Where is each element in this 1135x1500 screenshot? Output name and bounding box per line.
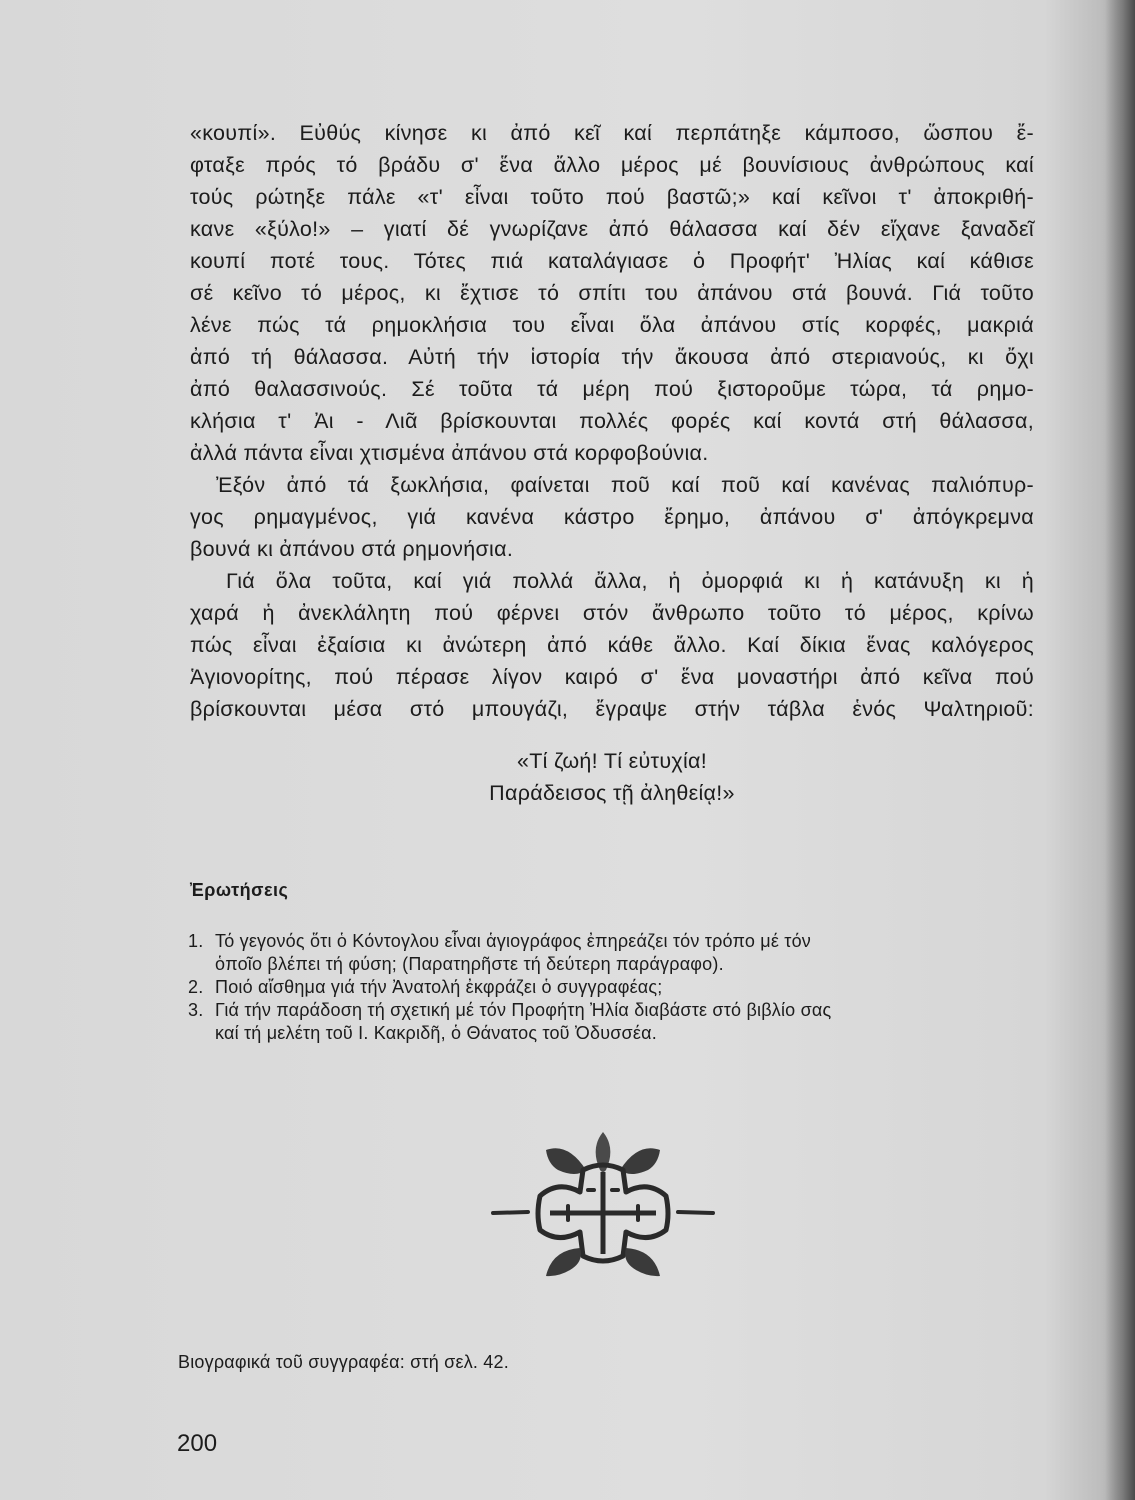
questions-list [188, 930, 1038, 1045]
verse-line: Παράδεισος τῇ ἀληθείᾳ!» [489, 781, 735, 805]
text-line: Ἐξόν ἀπό τά ξωκλήσια, φαίνεται ποῦ καί ποῦ καί κανένας παλιόπυρ- [216, 473, 1034, 497]
question-number: 1. [188, 931, 204, 951]
paragraph-3 [190, 565, 1034, 725]
text-line: ἀλλά πάντα εἶναι χτισμένα ἀπάνου στά κορφοβούνια. [190, 441, 709, 465]
question-line: ὁποῖο βλέπει τή φύση; (Παρατηρῆστε τή δεύτερη παράγραφο). [215, 954, 724, 974]
text-line: Γιά ὅλα τοῦτα, καί γιά πολλά ἄλλα, ἡ ὀμορφιά κι ἡ κατάνυξη κι ἡ [226, 569, 1034, 593]
text-line: γος ρημαγμένος, γιά κανένα κάστρο ἔρημο, ἀπάνου σ' ἀπόγκρεμνα [190, 505, 1034, 529]
text-line: τούς ρώτηξε πάλε «τ' εἶναι τοῦτο πού βαστῶ;» καί κεῖνοι τ' ἀποκριθή- [190, 185, 1034, 209]
text-line: ἀπό θαλασσινούς. Σέ τοῦτα τά μέρη πού ξιστοροῦμε τώρα, τά ρημο- [190, 377, 1034, 401]
text-line: κλήσια τ' Ἀι - Λιᾶ βρίσκουνται πολλές φορές καί κοντά στή θάλασσα, [190, 409, 1034, 433]
question-number: 3. [188, 1000, 204, 1020]
text-line: πώς εἶναι ἐξαίσια κι ἀνώτερη ἀπό κάθε ἄλλο. Καί δίκια ἕνας καλόγερος [190, 633, 1034, 657]
question-line: Τό γεγονός ὅτι ὁ Κόντογλου εἶναι ἁγιογράφος ἐπηρεάζει τόν τρόπο μέ τόν [215, 931, 811, 951]
text-line: βουνά κι ἀπάνου στά ρημονήσια. [190, 537, 514, 561]
text-line: «κουπί». Εὐθύς κίνησε κι ἀπό κεῖ καί περπάτηξε κάμποσο, ὥσπου ἔ- [190, 121, 1034, 145]
paragraph-2 [190, 469, 1034, 565]
text-line: λένε πώς τά ρημοκλήσια του εἶναι ὅλα ἀπάνου στίς κορφές, μακριά [190, 313, 1034, 337]
question-item [188, 930, 1038, 976]
text-line: φταξε πρός τό βράδυ σ' ἕνα ἄλλο μέρος μέ βουνίσιους ἀνθρώπους καί [190, 153, 1034, 177]
text-line: κουπί ποτέ τους. Τότες πιά καταλάγιασε ὁ Προφήτ' Ἠλίας καί κάθισε [190, 249, 1034, 273]
main-text [190, 117, 1034, 725]
question-line: Γιά τήν παράδοση τή σχετική μέ τόν Προφήτη Ἠλία διαβάστε στό βιβλίο σας [215, 1000, 832, 1020]
biography-note: Βιογραφικά τοῦ συγγραφέα: στή σελ. 42. [178, 1352, 509, 1372]
text-line: ἀπό τή θάλασσα. Αὐτή τήν ἱστορία τήν ἄκουσα ἀπό στεριανούς, κι ὄχι [190, 345, 1034, 369]
book-spine-shadow [1105, 0, 1135, 1500]
paragraph-1 [190, 117, 1034, 469]
question-line: καί τή μελέτη τοῦ Ι. Κακριδῆ, ὁ Θάνατος τοῦ Ὀδυσσέα. [215, 1023, 657, 1043]
questions-heading: Ἐρωτήσεις [190, 880, 289, 900]
text-line: βρίσκουνται μέσα στό μπουγάζι, ἔγραψε στήν τάβλα ἑνός Ψαλτηριοῦ: [190, 697, 1034, 721]
text-line: σέ κεῖνο τό μέρος, κι ἔχτισε τό σπίτι του ἀπάνου στά βουνά. Γιά τοῦτο [190, 281, 1034, 305]
question-line: Ποιό αἴσθημα γιά τήν Ἀνατολή ἐκφράζει ὁ συγγραφέας; [215, 977, 663, 997]
question-number: 2. [188, 977, 204, 997]
text-line: κανε «ξύλο!» – γιατί δέ γνωρίζανε ἀπό θάλασσα καί δέν εἴχανε ξαναδεῖ [190, 217, 1034, 241]
question-item [188, 999, 1038, 1045]
text-line: Ἁγιονορίτης, πού πέρασε λίγον καιρό σ' ἕνα μοναστήρι ἀπό κεῖνα πού [190, 665, 1034, 689]
floral-ornament-icon [488, 1130, 718, 1280]
quoted-verse [190, 745, 1034, 809]
text-line: χαρά ἡ ἀνεκλάλητη πού φέρνει στόν ἄνθρωπο τοῦτο τό μέρος, κρίνω [190, 601, 1034, 625]
verse-line: «Τί ζωή! Τί εὐτυχία! [516, 749, 708, 773]
page-number: 200 [177, 1430, 218, 1457]
question-item [188, 976, 1038, 999]
